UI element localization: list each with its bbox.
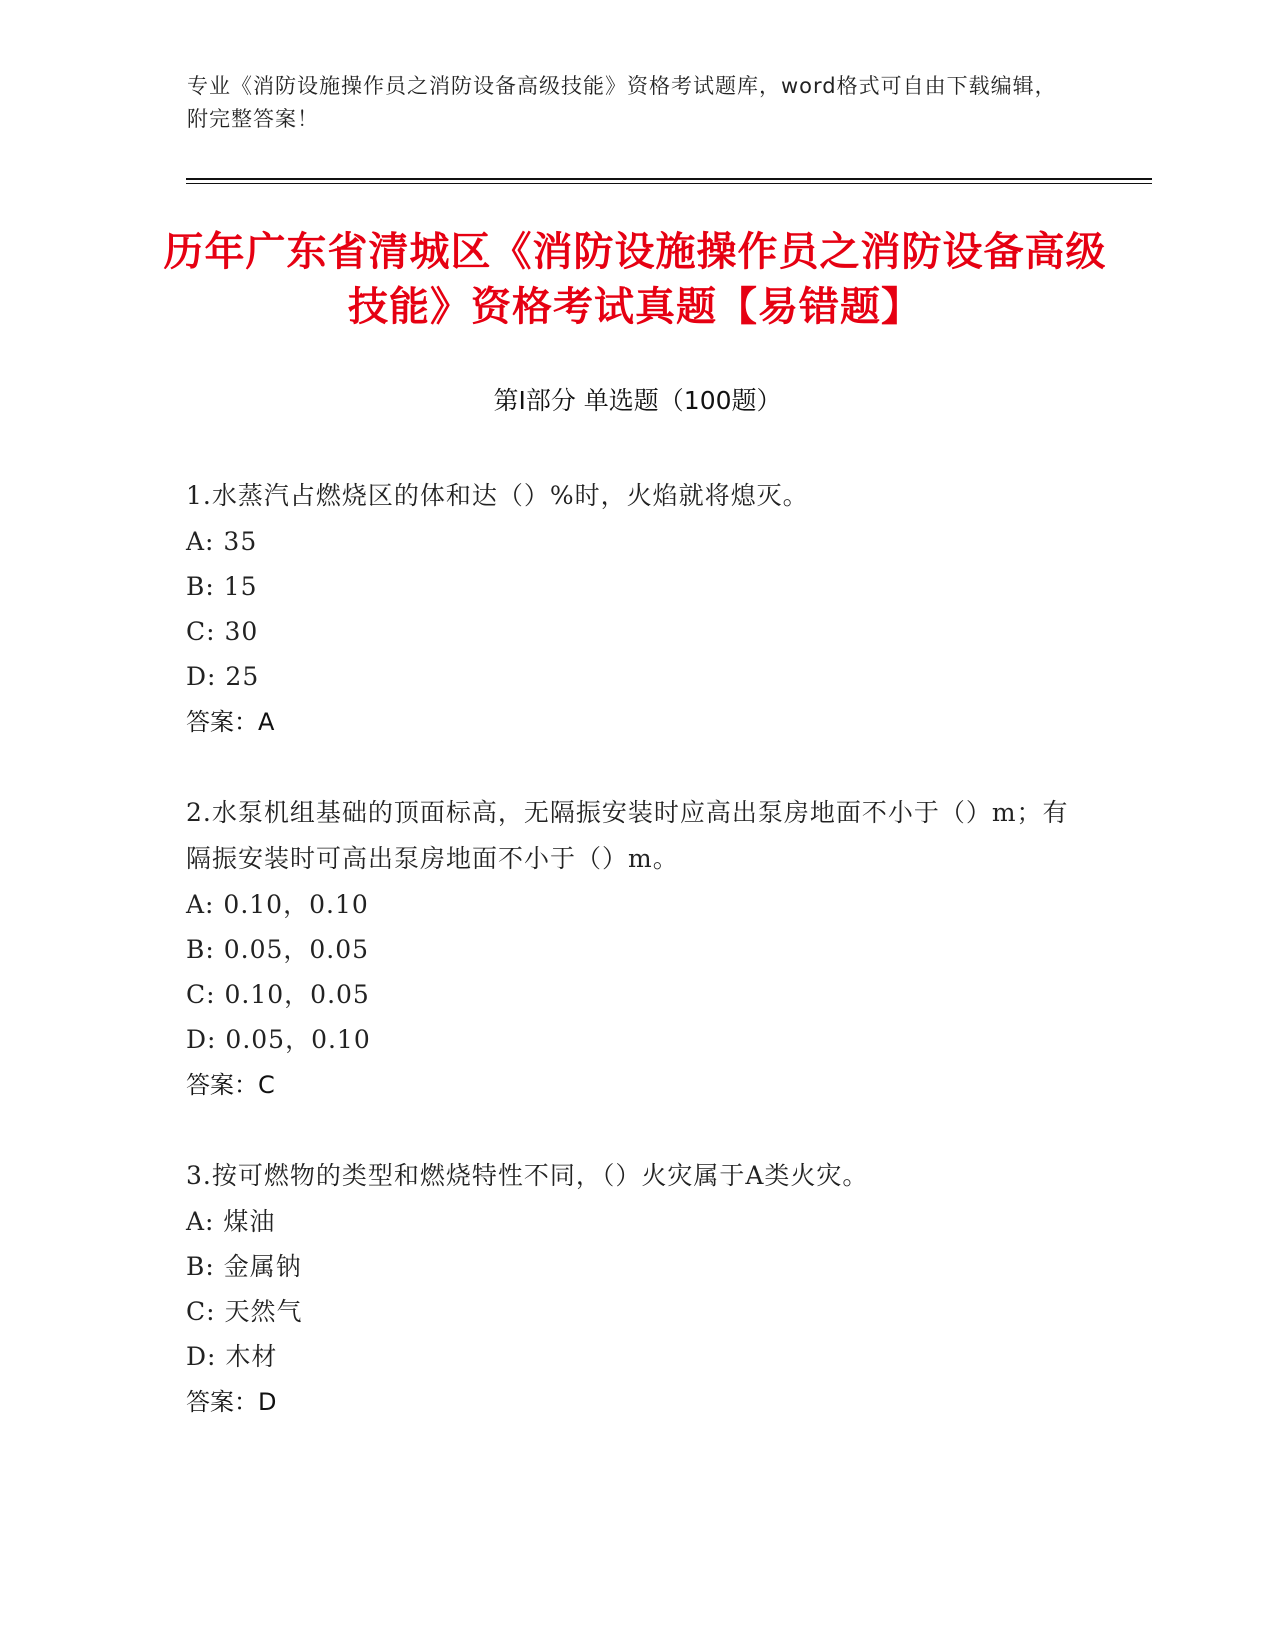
answer: 答案：C [186, 1071, 275, 1099]
header-divider-thin [186, 183, 1152, 184]
header-note: 专业《消防设施操作员之消防设备高级技能》资格考试题库，word格式可自由下载编辑，附完整答案！ [187, 74, 1057, 131]
option-b: B: 金属钠 [186, 1252, 302, 1281]
option-a: A: 0.10，0.10 [186, 890, 369, 919]
option-d: D: 25 [186, 662, 260, 691]
question-stem: 1.水蒸汽占燃烧区的体和达（）%时，火焰就将熄灭。 [186, 481, 809, 510]
question-2 [186, 790, 1076, 1108]
question-1 [186, 473, 1076, 745]
question-stem: 3.按可燃物的类型和燃烧特性不同，（）火灾属于A类火灾。 [186, 1161, 869, 1190]
answer: 答案：A [186, 708, 275, 736]
answer: 答案：D [186, 1388, 277, 1416]
option-d: D: 木材 [186, 1342, 278, 1371]
option-b: B: 0.05，0.05 [186, 935, 370, 964]
section-title: 第Ⅰ部分 单选题（100题） [493, 386, 782, 415]
option-c: C: 0.10，0.05 [186, 980, 370, 1009]
document-title: 历年广东省清城区《消防设施操作员之消防设备高级技能》资格考试真题【易错题】 [163, 229, 1107, 330]
option-a: A: 煤油 [186, 1207, 276, 1236]
question-3 [186, 1153, 1076, 1425]
header-divider-thick [186, 178, 1152, 180]
option-d: D: 0.05，0.10 [186, 1025, 371, 1054]
question-stem: 2.水泵机组基础的顶面标高，无隔振安装时应高出泵房地面不小于（）m；有隔振安装时可高出泵房地面不小于（）m。 [186, 798, 1069, 873]
option-c: C: 30 [186, 617, 259, 646]
option-b: B: 15 [186, 572, 258, 601]
option-a: A: 35 [186, 527, 258, 556]
option-c: C: 天然气 [186, 1297, 303, 1326]
